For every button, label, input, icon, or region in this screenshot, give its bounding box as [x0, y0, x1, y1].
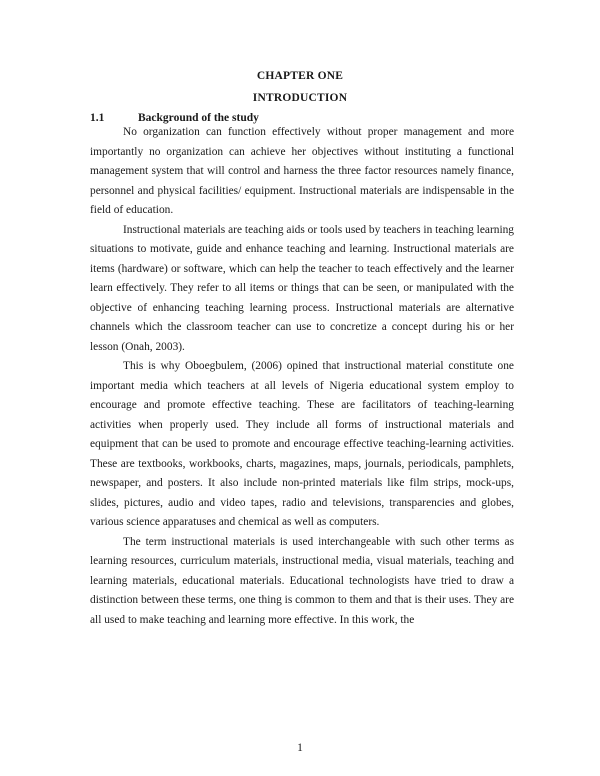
chapter-label: CHAPTER ONE	[256, 70, 344, 82]
paragraph: Instructional materials are teaching aids or tools used by teachers in teaching learning situations to motivate, guide and enhance teaching and learning. Instructional materials are items (hardware) or software, which can help the teacher to teach effectively and the learner learn effectively. They refer to all items or things that can be seen, or manipulated with the objective of enhancing teaching learning process. Instructional materials are alternative channels which the classroom teacher can use to concretize a concept during his or her lesson (Onah, 2003).	[90, 223, 514, 353]
paragraph: No organization can function effectively without proper management and more importantly no organization can achieve her objectives without instituting a functional management system that will control and harness the three factor resources namely finance, personnel and physical facilities/ equipment. Instructional materials are indispensable in the field of education.	[90, 126, 514, 216]
body-text	[90, 123, 514, 630]
section-number: 1.1	[90, 112, 105, 124]
chapter-title: INTRODUCTION	[252, 92, 348, 104]
paragraph: The term instructional materials is used interchangeable with such other terms as learning resources, curriculum materials, instructional media, visual materials, teaching and learning materials, educational materials. Educational technologists have tried to draw a distinction between these terms, one thing is common to them and that is their uses. They are all used to make teaching and learning more effective. In this work, the	[90, 535, 514, 626]
page-number: 1	[297, 742, 303, 754]
paragraph: This is why Oboegbulem, (2006) opined that instructional material constitute one important media which teachers at all levels of Nigeria educational system employ to encourage and promote effective teaching. These are facilitators of teaching-learning activities when properly used. They include all forms of instructional materials and equipment that can be used to promote and encourage effective teaching-learning activities. These are textbooks, workbooks, charts, magazines, maps, journals, periodicals, pamphlets, newspaper, and posters. It also include non-printed materials like film strips, mock-ups, slides, pictures, audio and video tapes, radio and televisions, transparencies and globes, various science apparatuses and chemical as well as computers.	[90, 360, 514, 528]
section-title: Background of the study	[138, 112, 259, 124]
